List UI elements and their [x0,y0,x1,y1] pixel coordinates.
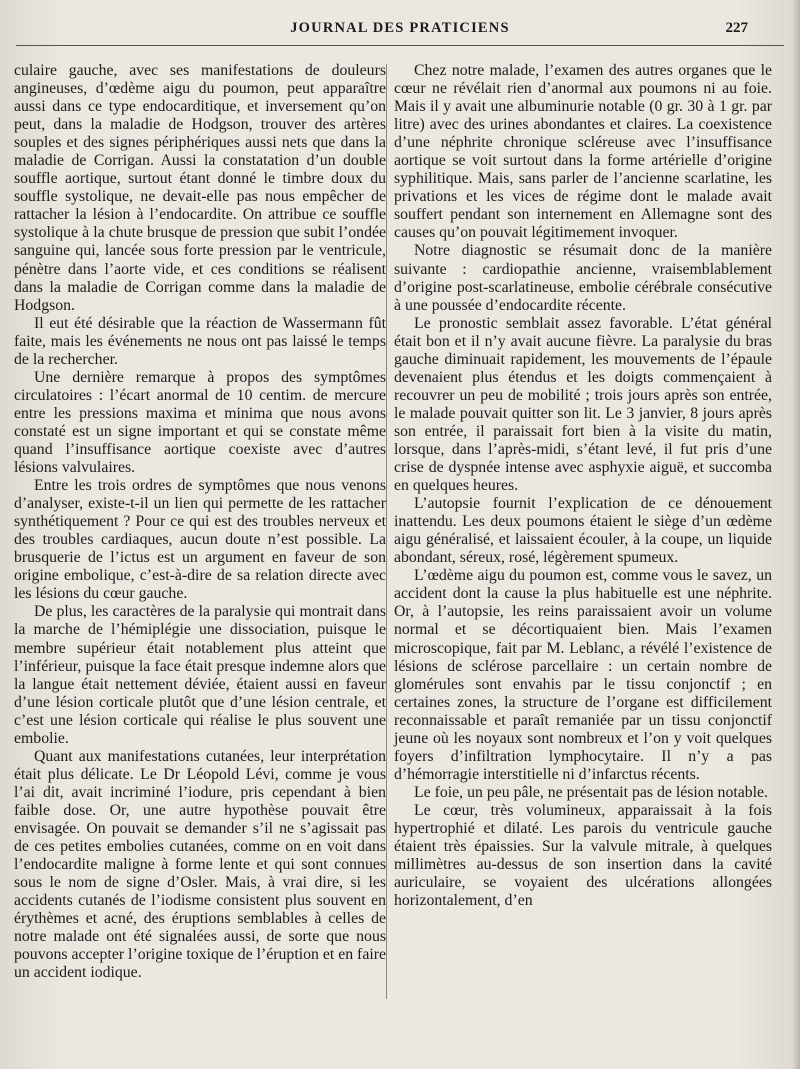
column-divider [386,64,387,999]
running-header [0,16,800,46]
paragraph: Le foie, un peu pâle, ne présentait pas de lésion notable. [414,783,768,801]
paragraph: Le cœur, très volumineux, apparaissait à la fois hypertrophié et dilaté. Les parois du ventricule gauche étaient très épaissies. Sur la valvule mitrale, à quelques millimètres au-dessus de son insertion dans la cavité auriculaire, se voyaient des ulcérations allongées horizontalement, d’en [394,801,772,910]
paragraph: Le pronostic semblait assez favorable. L’état général était bon et il n’y avait aucune fièvre. La paralysie du bras gauche diminuait rapidement, les mouvements de l’épaule devenaient plus étendus et les doigts commençaient à recouvrer un peu de mobilité ; trois jours après son entrée, le malade pouvait quitter son lit. Le 3 janvier, 8 jours après son entrée, il paraissait fort bien à la visite du matin, lorsque, dans l’après-midi, s’étant levé, il fut pris d’une crise de dyspnée intense avec asphyxie aiguë, et succomba en quelques heures. [394,314,772,495]
left-column [14,62,386,982]
paragraph: Quant aux manifestations cutanées, leur interprétation était plus délicate. Le Dr Léopold Lévi, comme je vous l’ai dit, avait incriminé l’iodure, pris cependant à bien faible dose. Or, une autre hypothèse pouvait être envisagée. On pouvait se demander s’il ne s’agissait pas de ces petites embolies cutanées, comme on en voit dans l’endocardite maligne à forme lente et qui sont connues sous le nom de signe d’Osler. Mais, à vrai dire, si les accidents cutanés de l’iodisme consistent plus souvent en érythèmes et acné, des éruptions semblables à celles de notre malade ont été signalées aussi, de sorte que nous pouvons accepter l’origine toxique de l’éruption et en faire un accident iodique. [14,747,386,982]
right-column [394,62,772,910]
journal-title: JOURNAL DES PRATICIENS [290,20,510,36]
paragraph: Notre diagnostic se résumait donc de la manière suivante : cardiopathie ancienne, vraisemblablement d’origine post-scarlatineuse, embolie cérébrale consécutive à une poussée d’endocardite récente. [394,242,772,314]
paragraph: L’autopsie fournit l’explication de ce dénouement inattendu. Les deux poumons étaient le siège d’un œdème aigu généralisé, et laissaient écouler, à la coupe, un liquide abondant, séreux, rosé, légèrement spumeux. [394,495,772,567]
paragraph: Une dernière remarque à propos des symptômes circulatoires : l’écart anormal de 10 centim. de mercure entre les pressions maxima et minima que nous avons constaté est un signe important et qui se constate même quand l’insuffisance aortique coexiste avec d’autres lésions valvulaires. [14,368,386,477]
paragraph: Entre les trois ordres de symptômes que nous venons d’analyser, existe-t-il un lien qui permette de les rattacher synthétiquement ? Pour ce qui est des troubles nerveux et des troubles cardiaques, aucun doute n’est possible. La brusquerie de l’ictus est un argument en faveur de son origine embolique, c’est-à-dire de sa relation directe avec les lésions du cœur gauche. [14,477,386,603]
paragraph: De plus, les caractères de la paralysie qui montrait dans la marche de l’hémiplégie une dissociation, puisque le membre supérieur était notablement plus atteint que l’inférieur, puisque la face était presque indemne alors que la langue était nettement déviée, étaient aussi en faveur d’une lésion corticale plutôt que d’une lésion centrale, et c’est une lésion corticale qui réalise le plus souvent une embolie. [14,603,386,747]
page-edge-shadow [792,0,800,1069]
paragraph: culaire gauche, avec ses manifestations de douleurs angineuses, d’œdème aigu du poumon, peut apparaître aussi dans ce type endocarditique, et inversement qu’on peut, dans la maladie de Hodgson, trouver des artères souples et des signes périphériques aussi nets que dans la maladie de Corrigan. Aussi la constatation d’un double souffle aortique, surtout étant donné le timbre doux du souffle systolique, ne devait-elle pas nous empêcher de rattacher la lésion à l’endocardite. On attribue ce souffle systolique à la chute brusque de pression que subit l’ondée sanguine qui, lancée sous forte pression par le ventricule, pénètre dans l’aorte vide, et ces conditions se réalisent dans la maladie de Corrigan comme dans la maladie de Hodgson. [14,62,386,314]
page-number: 227 [725,20,748,36]
header-rule [16,45,784,46]
paragraph: Il eut été désirable que la réaction de Wassermann fût faite, mais les événements ne nous ont pas laissé le temps de la rechercher. [14,314,386,368]
paragraph: Chez notre malade, l’examen des autres organes que le cœur ne révélait rien d’anormal aux poumons ni au foie. Mais il y avait une albuminurie notable (0 gr. 30 à 1 gr. par litre) avec des urines abondantes et claires. La coexistence d’une néphrite chronique scléreuse avec l’insuffisance aortique se voit surtout dans la forme artérielle d’origine syphilitique. Mais, sans parler de l’ancienne scarlatine, les privations et les vices de régime dont le malade avait souffert pendant son internement en Allemagne sont des causes qu’on pouvait légitimement invoquer. [394,62,772,242]
paragraph: L’œdème aigu du poumon est, comme vous le savez, un accident dont la cause la plus habituelle est une néphrite. Or, à l’autopsie, les reins paraissaient avoir un volume normal et se décortiquaient bien. Mais l’examen microscopique, fait par M. Leblanc, a révélé l’existence de lésions de sclérose parcellaire : un certain nombre de glomérules sont envahis par le tissu conjonctif ; en certaines zones, la structure de l’organe est difficilement reconnaissable et paraît remaniée par un tissu conjonctif jeune où les noyaux sont nombreux et l’on y voit quelques foyers d’infiltration lymphocytaire. Il n’y a pas d’hémorragie interstitielle ni d’infarctus récents. [394,567,772,783]
